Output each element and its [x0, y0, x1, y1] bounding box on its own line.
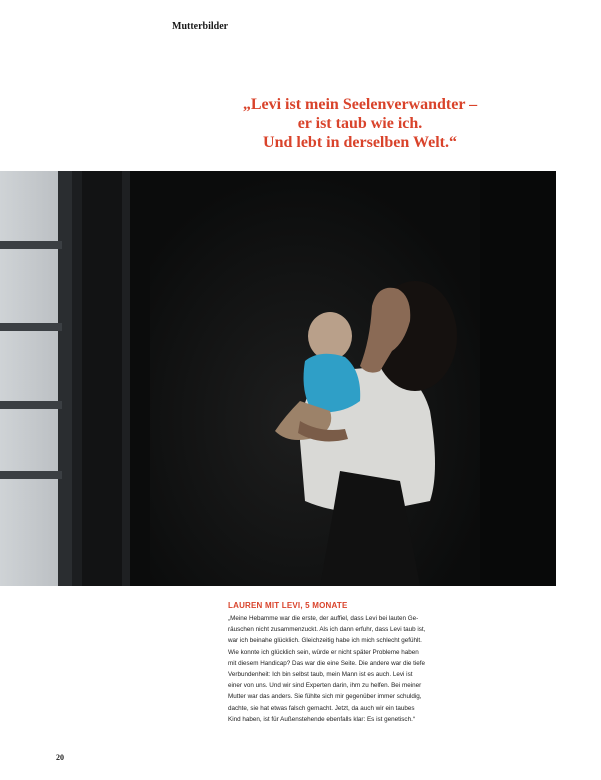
caption-heading: LAUREN MIT LEVI, 5 MONATE — [228, 601, 348, 610]
mother-with-baby-photo — [0, 171, 556, 586]
caption-body — [228, 613, 498, 725]
pull-quote — [200, 95, 520, 152]
page-number: 20 — [56, 753, 64, 762]
caption-line: war ich beinahe glücklich. Gleichzeitig habe ich mich schlecht gefühlt. — [228, 637, 422, 645]
pull-quote-line: Und lebt in derselben Welt.“ — [263, 134, 457, 151]
caption-line: räuschen nicht zusammenzuckt. Als ich dann erfuhr, dass Levi taub ist, — [228, 626, 426, 634]
pull-quote-line: „Levi ist mein Seelenverwandter – — [242, 96, 478, 113]
caption-line: Verbundenheit: Ich bin selbst taub, mein Mann ist es auch. Levi ist — [228, 671, 413, 679]
photo-illustration — [0, 171, 556, 586]
caption-line: Kind haben, ist für Außenstehende ebenfalls klar: Es ist genetisch.“ — [228, 715, 415, 723]
caption-line: einer von uns. Und wir sind Experten darin, ihm zu helfen. Bei meiner — [228, 682, 422, 690]
caption-line: Mutter war das anders. Sie fühlte sich mir gegenüber immer schuldig, — [228, 693, 422, 701]
section-label: Mutterbilder — [172, 21, 229, 32]
caption-line: „Meine Hebamme war die erste, der auffiel, dass Levi bei lauten Ge- — [228, 615, 419, 622]
caption-line: mit diesem Handicap? Das war die eine Seite. Die andere war die tiefe — [228, 659, 426, 667]
caption-line: dachte, sie hat etwas falsch gemacht. Jetzt, da auch wir ein taubes — [228, 704, 415, 712]
caption-line: Wie konnte ich glücklich sein, würde er nicht später Probleme haben — [228, 648, 419, 656]
pull-quote-line: er ist taub wie ich. — [297, 115, 423, 132]
